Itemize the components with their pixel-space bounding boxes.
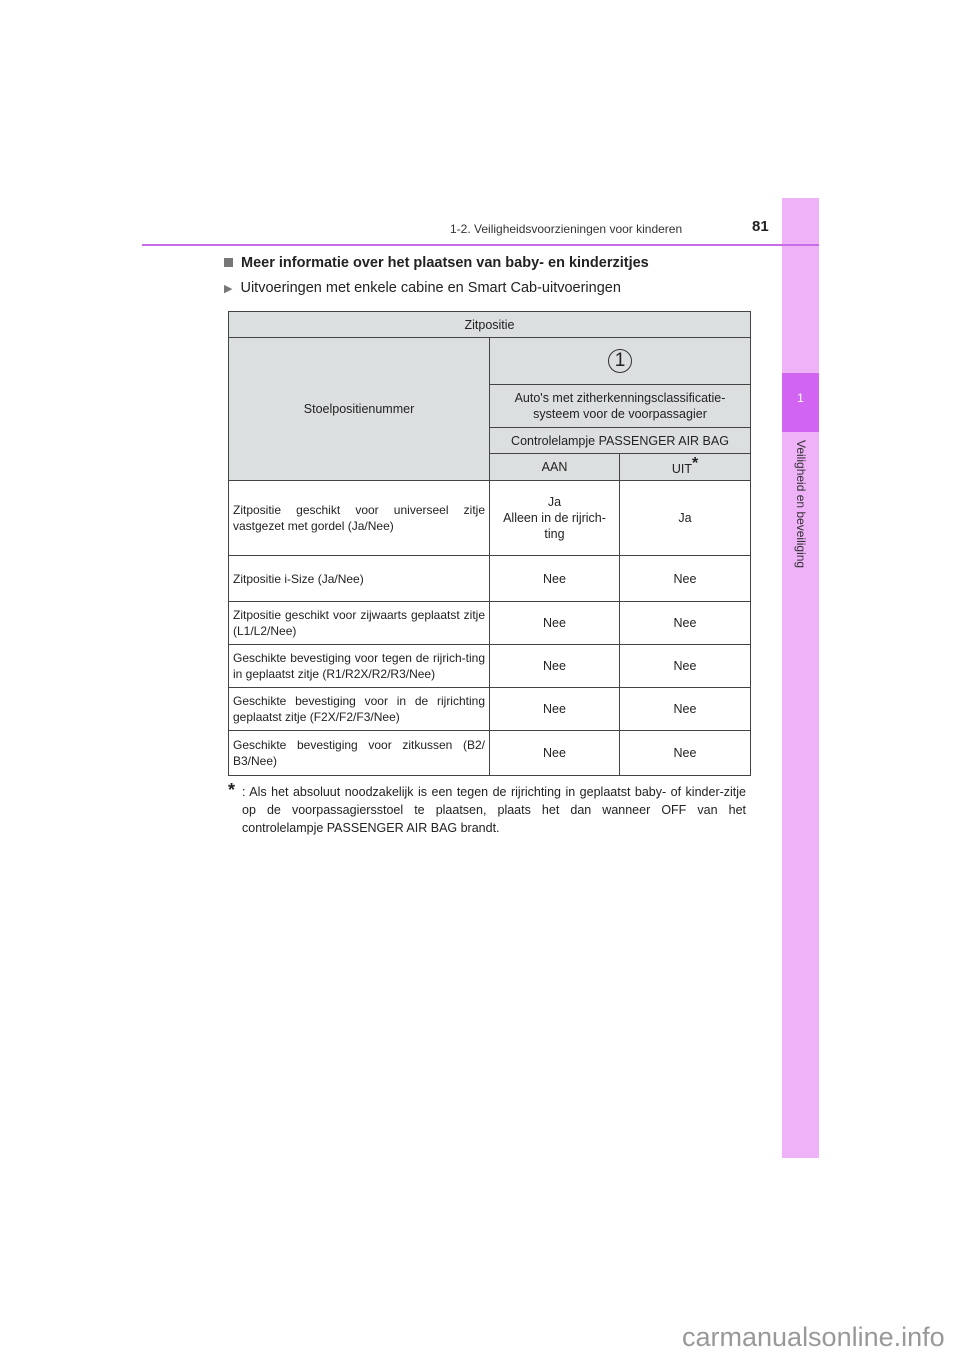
triangle-bullet-icon: ▶	[224, 283, 233, 295]
aan-header: AAN	[490, 454, 620, 481]
uit-value: Nee	[620, 602, 751, 645]
lamp-header: Controlelampje PASSENGER AIR BAG	[490, 428, 751, 454]
row-label: Geschikte bevestiging voor zitkussen (B2/ B3/Nee)	[229, 731, 490, 776]
uit-value: Nee	[620, 645, 751, 688]
table-row	[229, 602, 751, 645]
row-label: Zitpositie i-Size (Ja/Nee)	[229, 556, 490, 602]
footnote	[228, 780, 746, 837]
table-row	[229, 688, 751, 731]
aan-value: Nee	[490, 645, 620, 688]
page-number: 81	[752, 218, 769, 235]
seat-table	[228, 311, 751, 776]
uit-asterisk: *	[691, 455, 699, 473]
uit-header	[620, 454, 751, 481]
uit-value: Nee	[620, 556, 751, 602]
aan-value: Nee	[490, 731, 620, 776]
row-label: Geschikte bevestiging voor tegen de rijrich-ting in geplaatst zitje (R1/R2X/R2/R3/Nee)	[229, 645, 490, 688]
aan-value: Nee	[490, 688, 620, 731]
square-bullet-icon	[224, 258, 233, 267]
table-row	[229, 731, 751, 776]
table-row	[229, 481, 751, 556]
breadcrumb: 1-2. Veiligheidsvoorzieningen voor kinderen	[450, 222, 683, 236]
autos-header: Auto's met zitherkenningsclassificatie-systeem voor de voorpassagier	[490, 385, 751, 428]
chapter-sidebar	[782, 198, 819, 1158]
row-label: Zitpositie geschikt voor universeel zitje vastgezet met gordel (Ja/Nee)	[229, 481, 490, 556]
uit-value: Nee	[620, 688, 751, 731]
table-row	[229, 645, 751, 688]
seat-number-cell	[490, 338, 751, 385]
table-row	[229, 556, 751, 602]
uit-label: UIT	[671, 462, 692, 477]
subsection-title	[224, 280, 621, 296]
watermark: carmanualsonline.info	[682, 1322, 945, 1352]
subsection-text: Uitvoeringen met enkele cabine en Smart Cab-uitvoeringen	[240, 280, 621, 296]
chapter-label: Veiligheid en beveiliging	[794, 440, 808, 569]
stoel-header: Stoelpositienummer	[229, 338, 490, 481]
seat-number: 1	[608, 349, 632, 373]
row-label: Geschikte bevestiging voor in de rijrichting geplaatst zitje (F2X/F2/F3/Nee)	[229, 688, 490, 731]
aan-value: Ja Alleen in de rijrich- ting	[490, 481, 620, 556]
section-title	[224, 255, 649, 271]
chapter-tab[interactable]: 1	[782, 373, 819, 432]
aan-value: Nee	[490, 556, 620, 602]
row-label: Zitpositie geschikt voor zijwaarts geplaatst zitje (L1/L2/Nee)	[229, 602, 490, 645]
footnote-asterisk: *	[228, 780, 236, 800]
aan-value: Nee	[490, 602, 620, 645]
uit-value: Ja	[620, 481, 751, 556]
footnote-text: : Als het absoluut noodzakelijk is een tegen de rijrichting in geplaatst baby- of kinder-zitje op de voorpassagiersstoel te plaatsen, plaats het dan wanneer OFF van het controlelampje PASSENGER AIR BAG brandt.	[242, 785, 746, 835]
section-title-text: Meer informatie over het plaatsen van baby- en kinderzitjes	[241, 255, 649, 271]
uit-value: Nee	[620, 731, 751, 776]
header-divider	[142, 244, 819, 246]
zitpositie-header: Zitpositie	[229, 312, 751, 338]
